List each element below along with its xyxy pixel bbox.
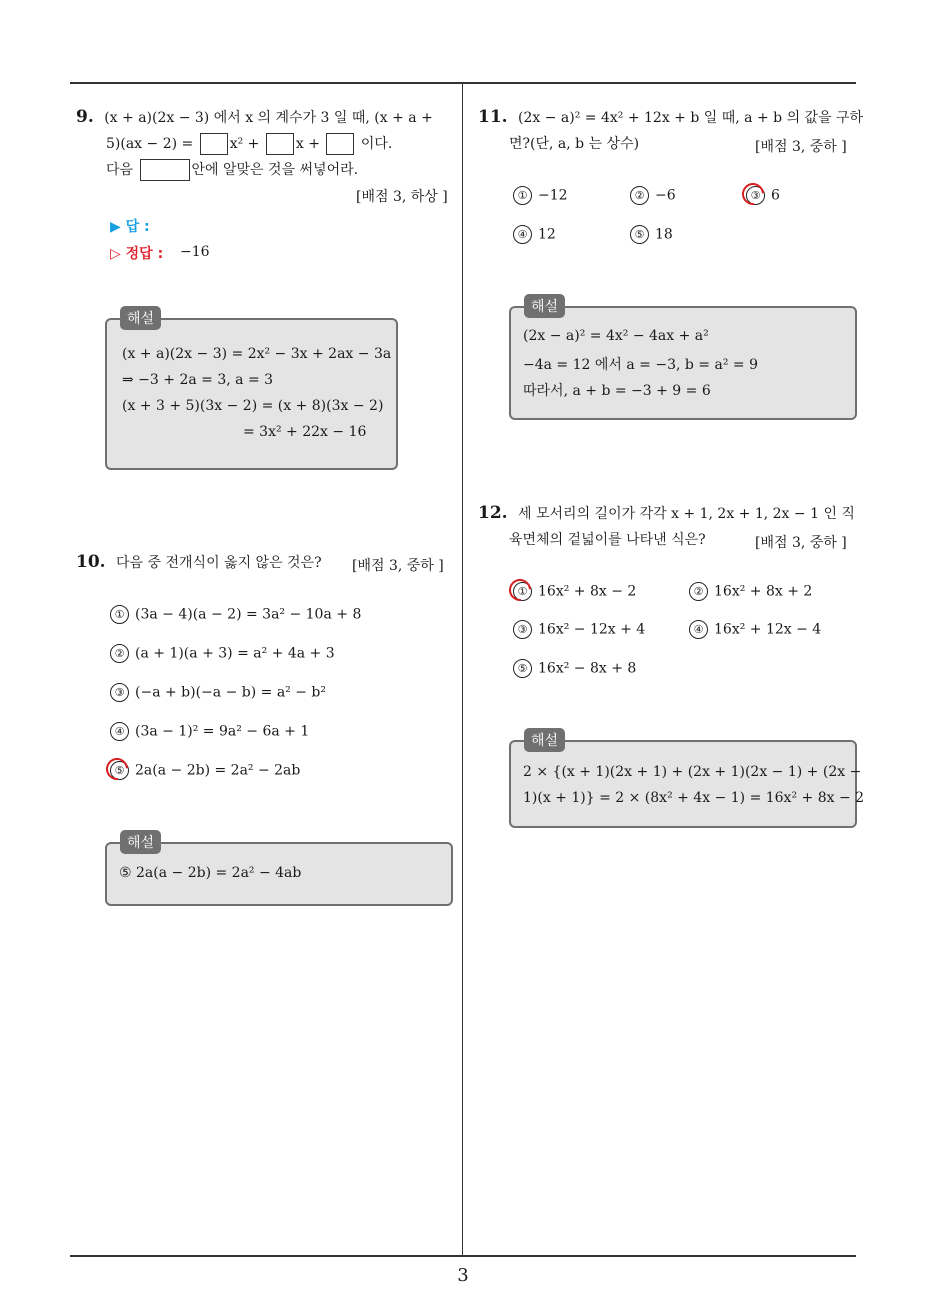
solution-line: (2x − a)² = 4x² − 4ax + a²: [523, 328, 709, 344]
solution-box: [509, 740, 865, 828]
solution-tag: 해설: [524, 294, 565, 318]
question-text-line2: 육면체의 겉넓이를 나타낸 식은?: [509, 532, 706, 548]
choice-text: 18: [655, 226, 673, 243]
choice-number: ①: [110, 605, 129, 624]
choice-number: ③: [110, 683, 129, 702]
choice-2[interactable]: [689, 582, 812, 601]
question-number: 9.: [76, 107, 94, 127]
choice-text: 16x² + 8x + 2: [714, 583, 813, 600]
question-text: 다음 중 전개식이 옳지 않은 것은?: [116, 555, 322, 571]
bottom-rule: [70, 1255, 856, 1257]
choice-1[interactable]: [513, 186, 568, 205]
choice-3[interactable]: [513, 620, 645, 639]
question-text-line2d: 이다.: [360, 136, 393, 152]
question-number: 11.: [478, 107, 508, 127]
answer-label: ▶ 답 :: [110, 219, 150, 235]
solution-tag: 해설: [524, 728, 565, 752]
choice-text: 16x² + 12x − 4: [714, 621, 822, 638]
choice-text: 6: [771, 187, 780, 204]
correct-answer-label: ▷ 정답 :: [110, 246, 164, 262]
choice-number: ②: [110, 644, 129, 663]
question-text-line2a: 5)(ax − 2) =: [106, 136, 194, 152]
solution-box: [105, 318, 398, 470]
choice-text: 16x² + 8x − 2: [538, 583, 637, 600]
choice-text: −12: [538, 187, 568, 204]
choice-5[interactable]: [513, 659, 636, 678]
blank-box-2[interactable]: [266, 133, 294, 155]
solution-tag: 해설: [120, 830, 161, 854]
choice-number: ⑤: [513, 659, 532, 678]
page-number: 3: [457, 1265, 469, 1286]
choice-2[interactable]: [630, 186, 676, 205]
choice-number: ③: [746, 186, 765, 205]
solution-line: 1)(x + 1)} = 2 × (8x² + 4x − 1) = 16x² + 8x − 2: [523, 790, 865, 806]
choice-5[interactable]: [630, 225, 673, 244]
top-rule: [70, 82, 856, 84]
choice-number: ①: [513, 186, 532, 205]
choice-4[interactable]: [513, 225, 556, 244]
choice-1[interactable]: [110, 605, 361, 624]
choice-text: 16x² − 12x + 4: [538, 621, 646, 638]
correct-answer-value: −16: [180, 244, 210, 260]
question-number: 10.: [76, 552, 106, 572]
question-text-line2b: x² +: [229, 136, 260, 152]
solution-line: 2 × {(x + 1)(2x + 1) + (2x + 1)(2x − 1) + (2x −: [523, 764, 862, 780]
choice-3[interactable]: [110, 683, 326, 702]
choice-text: (3a − 1)² = 9a² − 6a + 1: [135, 723, 310, 740]
question-text-line2: 면?(단, a, b 는 상수): [509, 136, 640, 152]
choice-text: (−a + b)(−a − b) = a² − b²: [135, 684, 326, 701]
choice-number: ⑤: [630, 225, 649, 244]
choice-number: ④: [513, 225, 532, 244]
choice-4[interactable]: [689, 620, 821, 639]
choice-number: ④: [110, 722, 129, 741]
choice-number: ③: [513, 620, 532, 639]
solution-line: ⇒ −3 + 2a = 3, a = 3: [122, 372, 274, 388]
choice-4[interactable]: [110, 722, 309, 741]
solution-line: 따라서, a + b = −3 + 9 = 6: [523, 383, 711, 399]
choice-1[interactable]: [513, 582, 636, 601]
choice-text: (a + 1)(a + 3) = a² + 4a + 3: [135, 645, 335, 662]
choice-text: 16x² − 8x + 8: [538, 660, 637, 677]
question-text-line1: (2x − a)² = 4x² + 12x + b 일 때, a + b 의 값을 구하: [518, 110, 864, 126]
question-text-line3b: 안에 알맞은 것을 써넣어라.: [191, 162, 359, 178]
question-number: 12.: [478, 503, 508, 523]
solution-tag: 해설: [120, 306, 161, 330]
score-meta: [배점 3, 중하 ]: [755, 535, 847, 551]
choice-number: ②: [689, 582, 708, 601]
blank-box-1[interactable]: [200, 133, 228, 155]
solution-line: = 3x² + 22x − 16: [243, 424, 367, 440]
question-text-line1: (x + a)(2x − 3) 에서 x 의 계수가 3 일 때, (x + a +: [104, 110, 433, 126]
score-meta: [배점 3, 하상 ]: [356, 189, 448, 205]
choice-number: ④: [689, 620, 708, 639]
question-text-line3a: 다음: [106, 162, 134, 178]
blank-box-example: [140, 159, 190, 181]
choice-text: 12: [538, 226, 556, 243]
question-text-line1: 세 모서리의 길이가 각각 x + 1, 2x + 1, 2x − 1 인 직: [518, 506, 855, 522]
solution-line: ⑤ 2a(a − 2b) = 2a² − 4ab: [119, 865, 302, 881]
solution-line: (x + a)(2x − 3) = 2x² − 3x + 2ax − 3a: [122, 346, 392, 362]
question-text-line2c: x +: [295, 136, 320, 152]
choice-text: −6: [655, 187, 676, 204]
choice-text: (3a − 4)(a − 2) = 3a² − 10a + 8: [135, 606, 362, 623]
column-divider: [462, 83, 463, 1256]
solution-line: (x + 3 + 5)(3x − 2) = (x + 8)(3x − 2): [122, 398, 384, 414]
choice-2[interactable]: [110, 644, 335, 663]
score-meta: [배점 3, 중하 ]: [755, 139, 847, 155]
score-meta: [배점 3, 중하 ]: [352, 558, 444, 574]
blank-box-3[interactable]: [326, 133, 354, 155]
choice-number: ①: [513, 582, 532, 601]
choice-number: ⑤: [110, 761, 129, 780]
choice-text: 2a(a − 2b) = 2a² − 2ab: [135, 762, 301, 779]
solution-line: −4a = 12 에서 a = −3, b = a² = 9: [523, 357, 758, 373]
choice-number: ②: [630, 186, 649, 205]
solution-box: [509, 306, 857, 420]
choice-5[interactable]: [110, 761, 300, 780]
